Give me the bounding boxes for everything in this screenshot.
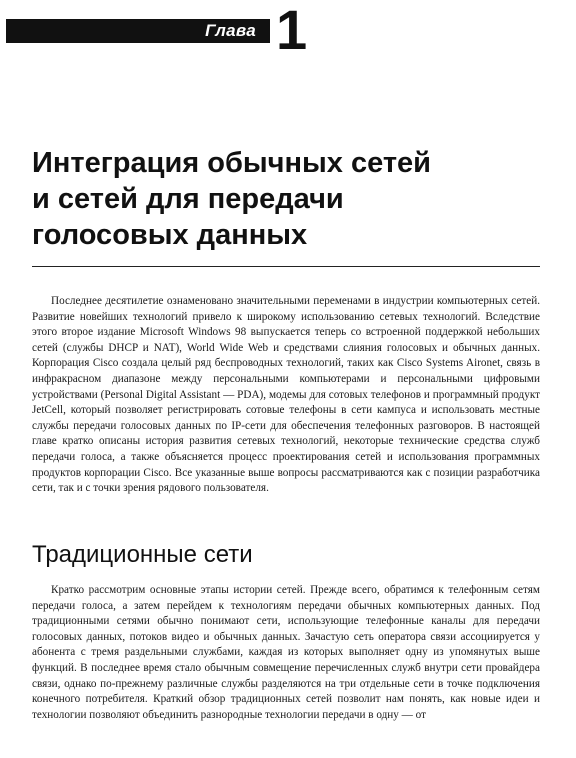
chapter-banner bbox=[6, 19, 270, 43]
title-divider bbox=[32, 266, 540, 267]
intro-paragraph: Последнее десятилетие ознаменовано значительными переменами в индустрии компьютерных сетей. Развитие новейших технологий привело к широкому использованию сетевых технологий. Вследствие этого второе издание Microsoft Windows 98 выпускается теперь со встроенной поддержкой небольших сетей (службы DHCP и NAT), World Wide Web и средствами слияния голосовых и обычных данных. Корпорация Cisco создала целый ряд беспроводных технологий, таких как Cisco Systems Aironet, связь в инфракрасном диапазоне между персональными компьютерами и персональными цифровыми устройствами (Personal Digital Assistant — PDA), модемы для сотовых телефонов и программный продукт JetCell, который позволяет регистрировать сотовые телефоны в сети кампуса и использовать местные службы передачи голосовых данных по IP-сети для обеспечения телефонных разговоров. В настоящей главе кратко описаны история развития сетевых технологий, некоторые технические средства служб передачи голоса, а также объясняется процесс проектирования сетей и использования программных продуктов корпорации Cisco. Все указанные выше вопросы рассматриваются как с позиции разработчика сети, так и с точки зрения рядового пользователя. bbox=[32, 295, 540, 495]
section-paragraph: Кратко рассмотрим основные этапы истории сетей. Прежде всего, обратимся к телефонным сетям передачи голоса, а затем перейдем к технологиям передачи обычных компьютерных данных. Под традиционными сетями обычно понимают сети, использующие телефонные каналы для передачи голосовых данных, потоков видео и обычных данных. Зачастую сеть оператора связи ассоциируется у абонента с тремя раздельными службами, каждая из которых выполняет одну из упомянутых выше функций. В последнее время стало обычным совмещение перечисленных служб внутри сети провайдера связи, однако по-прежнему различные службы разделяются на три отдельные сети в точке подключения конечного потребителя. Краткий обзор традиционных сетей позволит нам понять, как новые идеи и технологии позволяют объединить разнородные технологии передачи в одну — от bbox=[32, 584, 540, 721]
chapter-label: Глава bbox=[205, 21, 256, 40]
chapter-title-line: и сетей для передачи bbox=[32, 183, 344, 215]
chapter-number: 1 bbox=[276, 0, 308, 61]
chapter-title bbox=[32, 145, 552, 253]
chapter-title-line: Интеграция обычных сетей bbox=[32, 147, 431, 179]
section-heading: Традиционные сети bbox=[32, 541, 253, 568]
chapter-title-line: голосовых данных bbox=[32, 219, 308, 251]
